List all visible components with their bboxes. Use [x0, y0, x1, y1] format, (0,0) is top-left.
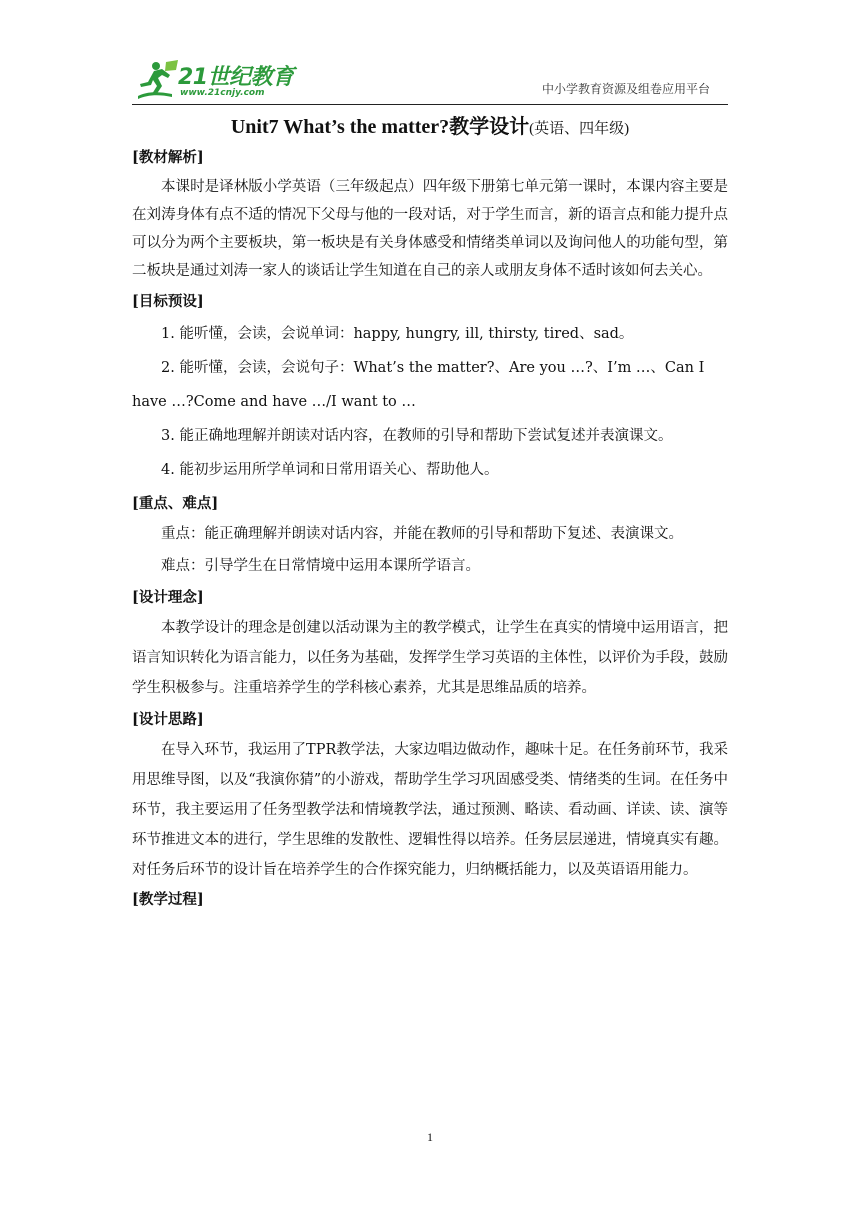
- logo-text: 21世纪教育: [178, 65, 294, 90]
- goal-item: 4. 能初步运用所学单词和日常用语关心、帮助他人。: [161, 462, 499, 478]
- header-divider: [132, 104, 728, 105]
- logo: [132, 58, 302, 104]
- section-heading-key-points: [重点、难点]: [132, 495, 219, 512]
- logo-url: www.21cnjy.com: [180, 88, 265, 98]
- approach-text: 在导入环节，我运用了TPR教学法，大家边唱边做动作，趣味十足。在任务前环节，我采用思维导图，以及“我演你猜”的小游戏，帮助学生学习巩固感受类、情绪类的生词。在任务中环节，我主要运用了任务型教学法和情境教学法，通过预测、略读、看动画、详读、读、演等环节推进文本的进行，学生思维的发散性、逻辑性得以培养。任务层层递进，情境真实有趣。对任务后环节的设计旨在培养学生的合作探究能力，归纳概括能力，以及英语语用能力。: [132, 742, 728, 878]
- section-heading-process: [教学过程]: [132, 891, 204, 908]
- goal-item: 1. 能听懂，会读，会说单词：happy, hungry, ill, thirsty, tired、sad。: [161, 326, 634, 342]
- goal-item: 2. 能听懂，会读，会说句子：What’s the matter?、Are you …?、I’m …、Can I have …?Come and have …/I want to …: [132, 360, 705, 410]
- goal-item: 3. 能正确地理解并朗读对话内容，在教师的引导和帮助下尝试复述并表演课文。: [161, 428, 673, 444]
- analysis-text: 本课时是译林版小学英语（三年级起点）四年级下册第七单元第一课时，本课内容主要是在刘涛身体有点不适的情况下父母与他的一段对话，对于学生而言，新的语言点和能力提升点可以分为两个主要板块，第一板块是有关身体感受和情绪类单词以及询问他人的功能句型，第二板块是通过刘涛一家人的谈话让学生知道在自己的亲人或朋友身体不适时该如何去关心。: [132, 179, 728, 279]
- document-title: [0, 110, 860, 139]
- platform-name: 中小学教育资源及组卷应用平台: [541, 82, 710, 96]
- section-heading-concept: [设计理念]: [132, 589, 204, 606]
- key-point-text: 重点：能正确理解并朗读对话内容，并能在教师的引导和帮助下复述、表演课文。: [161, 526, 683, 542]
- title-main: Unit7 What’s the matter?教学设计: [230, 116, 530, 138]
- concept-text: 本教学设计的理念是创建以活动课为主的教学模式，让学生在真实的情境中运用语言，把语言知识转化为语言能力，以任务为基础，发挥学生学习英语的主体性，以评价为手段，鼓励学生积极参与。注重培养学生的学科核心素养，尤其是思维品质的培养。: [132, 620, 728, 696]
- section-heading-goals: [目标预设]: [132, 293, 204, 310]
- section-heading-analysis: [教材解析]: [132, 149, 204, 166]
- document-body: [132, 143, 728, 915]
- page-number: 1: [427, 1130, 433, 1144]
- section-heading-approach: [设计思路]: [132, 711, 204, 728]
- title-sub: (英语、四年级): [529, 121, 630, 137]
- difficulty-text: 难点：引导学生在日常情境中运用本课所学语言。: [161, 558, 480, 574]
- page-header: [132, 58, 728, 104]
- running-man-logo-icon: [132, 58, 180, 104]
